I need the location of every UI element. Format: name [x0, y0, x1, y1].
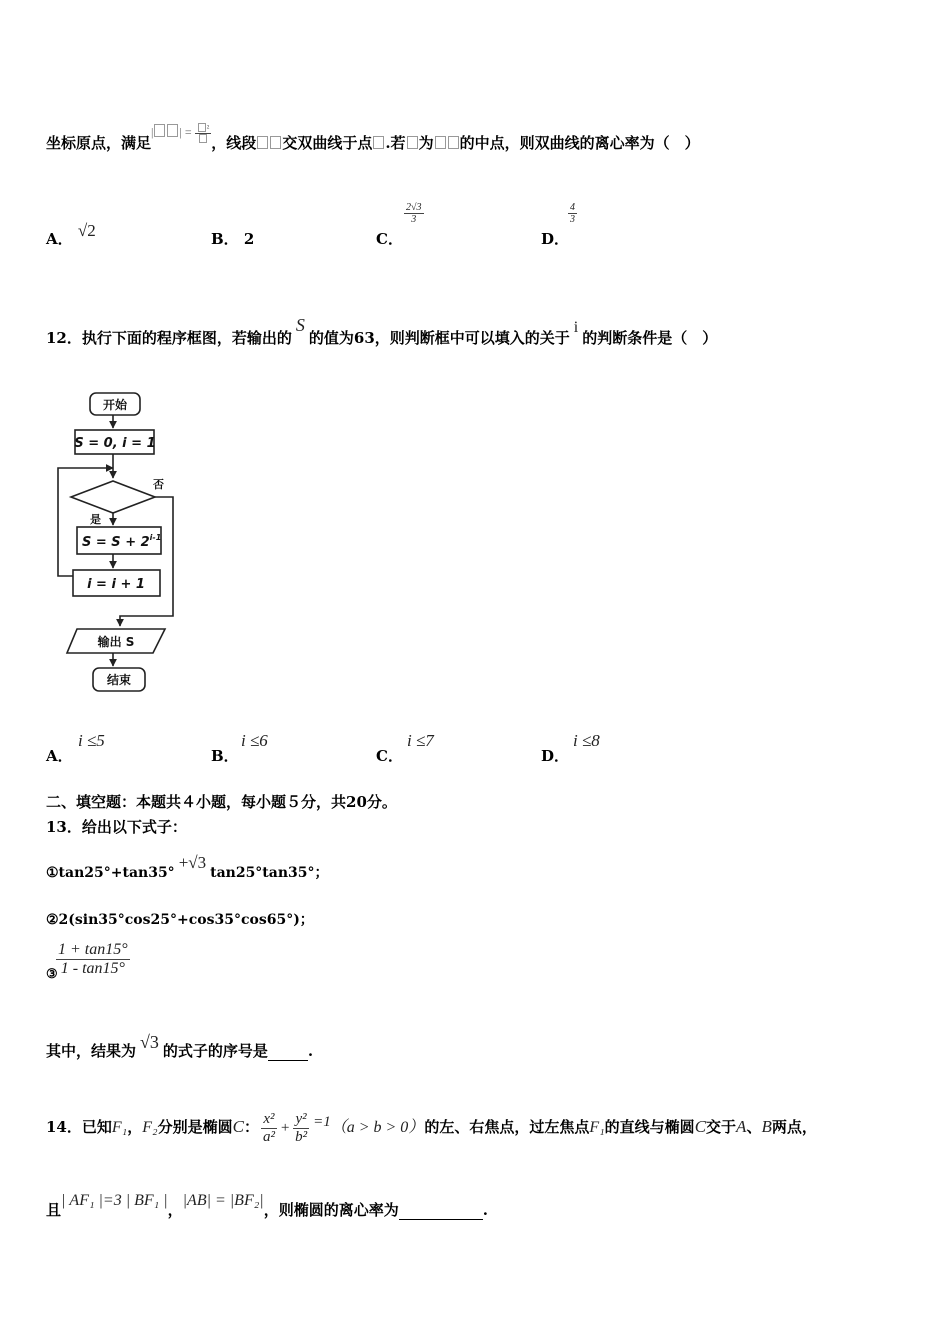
q11-option-a[interactable]: A． √2	[46, 221, 96, 248]
q14-stem: 14．已知F₁，F₂分别是椭圆C： $\frac{\text{x²}}{\text{a²}}$ + $\frac{\text{y²}}{\text{b²}}$ =1（a > b > 0）的左、右焦点，过左焦点F₁的直线与椭圆C交于A、B两点，	[46, 1111, 817, 1145]
q14-relation-1: | AF₁ |=3 | BF₁ |	[61, 1192, 168, 1209]
q11-stem-line	[46, 122, 700, 156]
q13-title: 13．给出以下式子：	[46, 818, 187, 836]
q12-option-c[interactable]: C．	[376, 747, 403, 765]
q11-condition-formula: | | = ²	[151, 125, 211, 139]
q12-option-b[interactable]: B．	[211, 747, 239, 765]
section2-heading: 二、填空题：本题共４小题，每小题５分，共20分。	[46, 793, 397, 811]
q11-placeholder-box	[257, 136, 268, 149]
q12-option-d-value: i ≤8	[573, 731, 600, 750]
q11-option-b[interactable]: B． 2	[211, 230, 255, 248]
q11-option-d[interactable]: D．	[541, 230, 570, 248]
flow-decision-diamond	[71, 481, 155, 513]
q14-condition-line: 且| AF₁ |=3 | BF₁ |，|AB| = |BF₂|，则椭圆的离心率为 .	[46, 1192, 488, 1219]
flow-update-i-label: i = i + 1	[87, 577, 145, 592]
q12-option-a[interactable]: A．	[46, 747, 73, 765]
q14-ellipse-equation: $\frac{\text{x²}}{\text{a²}}$ + $\frac{\text{y²}}{\text{b²}}$ =1	[262, 1111, 331, 1145]
q14-relation-2: |AB| = |BF₂|	[182, 1192, 264, 1209]
flow-no-label: 否	[153, 478, 164, 491]
q13-item-1-root: +√3	[178, 853, 207, 872]
q11-text-before: 坐标原点，满足	[46, 134, 152, 152]
flow-init-label: S = 0, i = 1	[74, 436, 156, 451]
q12-option-a-value: i ≤5	[78, 731, 105, 750]
q13-item-1: ①tan25°+tan35°+√3tan25°tan35°；	[46, 853, 329, 881]
flow-update-s-label: $S = S + 2^{i-1}$	[82, 533, 162, 550]
q11-text-mid3: .若	[385, 134, 406, 152]
q12-flowchart	[40, 388, 200, 698]
q12-option-c-value: i ≤7	[407, 731, 434, 750]
q13-answer-line: 其中，结果为 √3 的式子的序号是 .	[46, 1032, 314, 1060]
q11-text-mid1: ，线段	[211, 134, 257, 152]
q11-text-after: 的中点，则双曲线的离心率为（ ）	[459, 134, 700, 152]
q14-answer-blank[interactable]	[399, 1201, 483, 1220]
q13-item-3-fraction: $\frac{1 + \tan 15^\circ}{1 - \tan 15^\circ}$	[58, 941, 128, 977]
q11-text-mid2: 交双曲线于点	[282, 134, 373, 152]
q11-option-c[interactable]: C．	[376, 230, 403, 248]
q11-option-c-value: $\frac{2√3}{3}$	[406, 202, 422, 225]
q11-option-d-value: $\frac{4}{3}$	[570, 202, 575, 225]
flow-yes-label: 是	[90, 513, 101, 526]
q13-answer-root: √3	[140, 1032, 159, 1052]
flow-output-label: 输出 S	[97, 635, 135, 649]
q12-var-s: S	[295, 315, 305, 335]
q12-stem: 12．执行下面的程序框图，若输出的S的值为63，则判断框中可以填入的关于i的判断条件是（ ）	[46, 315, 718, 347]
q12-var-i: i	[573, 319, 579, 336]
flow-start-label: 开始	[102, 398, 128, 412]
q13-answer-blank[interactable]	[268, 1042, 308, 1061]
q11-option-a-value: √2	[77, 221, 96, 240]
q12-option-b-value: i ≤6	[241, 731, 268, 750]
flow-end-label: 结束	[106, 673, 132, 687]
q13-item-2: ②2(sin35°cos25°+cos35°cos65°)；	[46, 912, 314, 928]
q12-option-d[interactable]: D．	[541, 747, 570, 765]
q13-item-3-marker: ③	[46, 967, 58, 982]
q11-option-b-value: 2	[243, 230, 255, 248]
q11-text-mid4: 为	[418, 134, 434, 152]
